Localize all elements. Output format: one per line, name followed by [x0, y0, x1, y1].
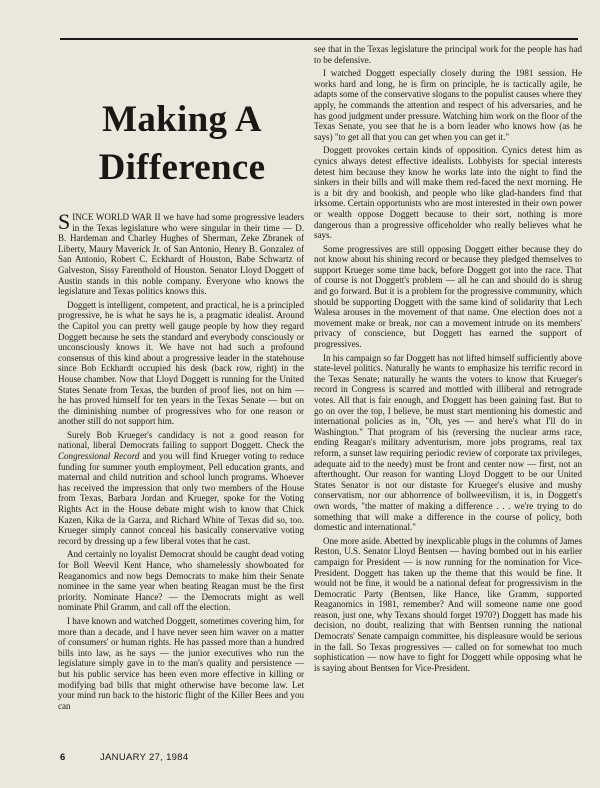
page-footer — [60, 752, 188, 763]
paragraph: Doggett provokes certain kinds of opposition. Cynics detest him as cynics always detest effective idealists. Lobbyists for special interests detest him because they know he works late into the night to find the sinkers in their bills and will make them red-faced the next morning. He is a bit dry and bookish, and people who like glad-handers find that irksome. Certain opportunists who are most interested in their own power or wealth oppose Doggett because to their sort, nothing is more dangerous than a progressive officeholder who really believes what he says. — [314, 145, 582, 241]
left-column — [58, 209, 305, 714]
drop-cap: S — [58, 209, 71, 234]
paragraph: Doggett is intelligent, competent, and practical, he is a principled progressive, he is what he says he is, a pragmatic idealist. Around the Capitol you can pretty well gauge people by how they regard Doggett because he sets the standard and everybody consciously or unconsciously knows it. We have not had such a profound consensus of this kind about a progressive leader in the statehouse since Bob Eckhardt occupied his desk (back row, right) in the House chamber. Now that Lloyd Doggett is running for the United States Senate from Texas, the burden of proof lies, not on him — he has proved himself for ten years in the Texas Senate — but on the diminishing number of progressives who for one reason or another still do not support him. — [58, 299, 304, 427]
paragraph: see that in the Texas legislature the principal work for the people has had to be defensive. — [314, 44, 582, 65]
title-line-1: Making A — [102, 99, 262, 140]
issue-date: JANUARY 27, 1984 — [100, 752, 189, 763]
top-rule — [60, 38, 578, 40]
paragraph-text: and you will find Krueger voting to reduce funding for summer youth employment, Pell education grants, and maternal and child nutrition and school lunch programs. Whoever has received the impression that only two members of the House from Texas, Barbara Jordan and Krueger, spoke for the Voting Rights Act in the House debate might wish to know that Chick Kazen, Kika de la Garza, and Richard White of Texas did so, too. Krueger simply cannot conceal his basically conservative voting record by dressing up a few liberal votes that he cast. — [58, 451, 305, 546]
paragraph: I have known and watched Doggett, sometimes covering him, for more than a decade, and I have never seen him waver on a matter of consumers' or human rights. He has passed more than a hundred bills into law, as he says — the junior executives who run the legislature simply gave in to the man's quality and persistence — but his public service has been even more effective in killing or modifying bad bills that might otherwise have become law. Let your mind run back to the historic flight of the Killer Bees and you can — [58, 615, 304, 711]
paragraph: One more aside. Abetted by inexplicable plugs in the columns of James Reston, U.S. Senator Lloyd Bentsen — having bombed out in his earlier campaign for President — is now running for the nomination for Vice-President. Doggett has taken up the theme that this would be fine. It would not be fine, it would be a national defeat for progressivism in the Democratic Party (Bentsen, like Hance, like Gramm, supported Reaganomics in 1981, remember? And will someone name one good reason, just one, why Texans should forget 1970?) Doggett has made his decision, no doubt, realizing that with Bentsen running the national Democrats' Senate campaign committee, his displeasure would be serious in the fall. So Texas progressives — called on for somewhat too much sophistication — now have to fight for Doggett while opposing what he is saying about Bentsen for Vice-President. — [314, 535, 582, 673]
paragraph — [58, 430, 304, 547]
paragraph: I watched Doggett especially closely during the 1981 session. He works hard and long, he is firm on principle, he is tactically agile, he adapts some of the conservative slogans to the populist causes where they apply, he commands the attention and respect of his adversaries, and he has good judgment under pressure. Watching him work on the floor of the Texas Senate, you see that he is a born leader who knows how (as he says) "to get all that you can get when you can get it." — [314, 68, 582, 142]
title-line-2: Difference — [98, 147, 266, 188]
paragraph: And certainly no loyalist Democrat should be caught dead voting for Boll Weevil Kent Hance, who shamelessly showboated for Reaganomics and now begs Democrats to make him their Senate nominee in the same year when beating Reagan must be the first priority. Nominate Hance? — the Democrats might as well nominate Phil Gramm, and call off the election. — [58, 549, 304, 613]
italic-title: Congressional Record — [58, 451, 140, 462]
paragraph: Some progressives are still opposing Doggett either because they do not know about his shining record or because they pledged themselves to support Krueger some time back, before Doggett got into the race. That of course is not Doggett's problem — all he can and should do is shrug and go forward. But it is a problem for the progressive community, which should be supporting Doggett with the same kind of solidarity that Lech Walesa arouses in the movement of that name. One election does not a movement make or break, nor can a movement intrude on its members' privacy of conscience, but Doggett has earned the support of progressives. — [314, 243, 582, 350]
paragraph — [58, 209, 304, 297]
paragraph-text: Surely Bob Krueger's candidacy is not a good reason for national, liberal Democrats failing to support Doggett. Check the — [58, 429, 304, 451]
article-title — [60, 96, 304, 192]
lead-in: INCE WORLD WAR II — [72, 212, 161, 222]
right-column — [314, 44, 582, 676]
page-number: 6 — [60, 752, 66, 763]
paragraph-text: we have had some progressive leaders in the Texas legislature who were singular in their time — D. B. Hardeman and Charley Hughes of Sherman, Zeke Zbranek of Liberty, Maury Maverick Jr. of San Antonio, Henry B. Gonzalez of San Antonio, Robert C. Eckhardt of Houston, Babe Schwartz of Galveston, Sissy Farenthold of Houston. Senator Lloyd Doggett of Austin stands in this noble company. Everyone who knows the legislature and Texas politics knows this. — [58, 212, 304, 297]
paragraph: In his campaign so far Doggett has not lifted himself sufficiently above state-level politics. Naturally he wants to emphasize his terrific record in the Texas Senate; naturally he wants the voters to know that Krueger's record in Congress is scarred and mottled with illiberal and retrograde votes. All that is fair enough, and Doggett has been gaining fast. But to go on over the top, I believe, he must start mentioning his domestic and international policies as in, "Oh, yes — and here's what I'll do in Washington." That program of his (reversing the nuclear arms race, ending Reagan's military adventurism, more jobs programs, real tax reform, a sunset law requiring periodic review of corporate tax privileges, adequate aid to the needy) must be front and center now — first, not an afterthought. Our reason for wanting Lloyd Doggett to be our United States Senator is not our distaste for Krueger's elusive and mushy conservatism, nor our abhorrence of bollweevilism, it is, in Doggett's own words, "the matter of making a difference . . . we're trying to do something that will make a difference in the course of policy, both domestic and international." — [314, 352, 582, 533]
